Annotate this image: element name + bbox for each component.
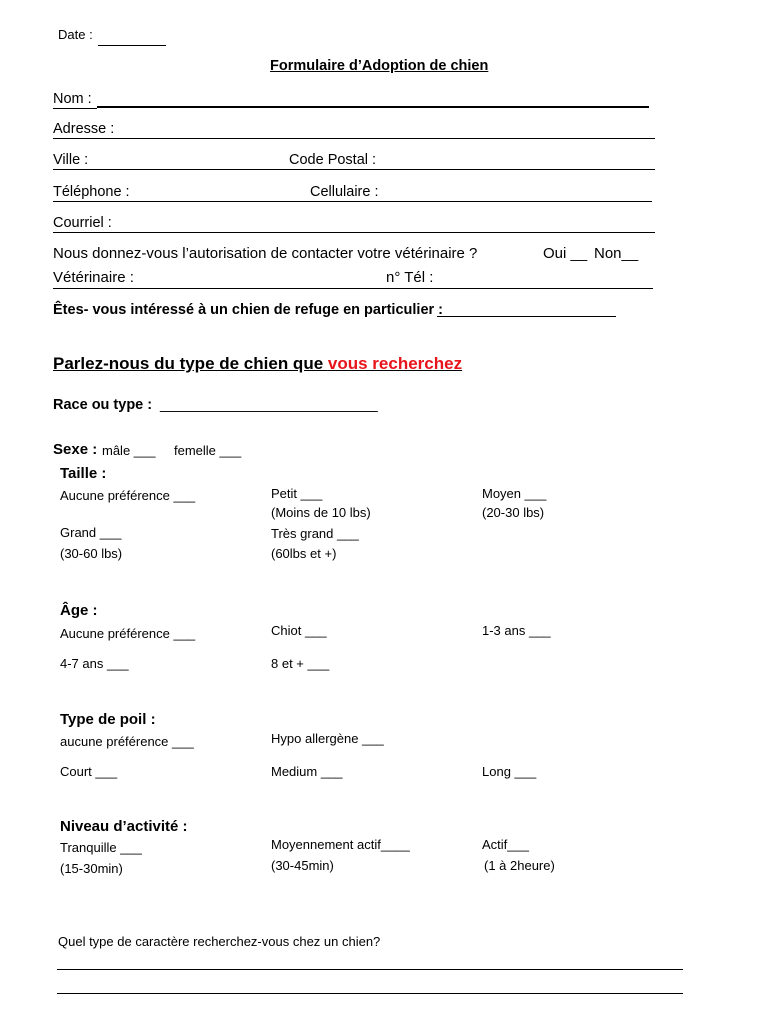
- taille-moyen-note: (20-30 lbs): [482, 505, 545, 520]
- poil-aucune-option[interactable]: aucune préférence ___: [60, 734, 194, 749]
- poil-medium-option[interactable]: Medium ___: [271, 764, 343, 779]
- section-title: [53, 354, 462, 374]
- ville-label: Ville :: [53, 152, 89, 168]
- sexe-male-option[interactable]: mâle ___: [102, 443, 156, 458]
- caractere-answer-line-1[interactable]: [57, 969, 683, 970]
- age-aucune-option[interactable]: Aucune préférence ___: [60, 626, 196, 641]
- sexe-label: Sexe :: [53, 441, 98, 458]
- activite-moyen-option[interactable]: Moyennement actif____: [271, 837, 410, 852]
- courriel-label: Courriel :: [53, 215, 112, 231]
- age-8-plus-option[interactable]: 8 et + ___: [271, 656, 330, 671]
- activite-tranquille-note: (15-30min): [60, 861, 123, 876]
- code-postal-label: Code Postal :: [289, 152, 377, 168]
- date-field[interactable]: [98, 45, 166, 46]
- ville-codepostal-field[interactable]: [53, 169, 655, 170]
- nom-field[interactable]: [97, 106, 649, 108]
- section-title-black: Parlez-nous du type de chien que: [53, 354, 328, 373]
- adresse-label: Adresse :: [53, 121, 115, 137]
- age-heading: Âge :: [60, 602, 98, 619]
- telephone-cellulaire-field[interactable]: [53, 201, 652, 202]
- poil-court-option[interactable]: Court ___: [60, 764, 118, 779]
- vet-non-option[interactable]: Non__: [594, 245, 639, 262]
- adresse-field[interactable]: [53, 138, 655, 139]
- refuge-field[interactable]: [437, 316, 616, 317]
- age-chiot-option[interactable]: Chiot ___: [271, 623, 327, 638]
- caractere-question: Quel type de caractère recherchez-vous chez un chien?: [58, 934, 381, 949]
- poil-heading: Type de poil :: [60, 711, 156, 728]
- sexe-femelle-option[interactable]: femelle ___: [174, 443, 242, 458]
- taille-moyen-option[interactable]: Moyen ___: [482, 486, 547, 501]
- activite-heading: Niveau d’activité :: [60, 818, 188, 835]
- form-title: Formulaire d’Adoption de chien: [270, 58, 489, 74]
- race-label: Race ou type :: [53, 397, 153, 413]
- activite-tranquille-option[interactable]: Tranquille ___: [60, 840, 142, 855]
- section-title-red: vous recherchez: [327, 354, 463, 373]
- nom-label: Nom :: [53, 91, 92, 107]
- poil-long-option[interactable]: Long ___: [482, 764, 537, 779]
- caractere-answer-line-2[interactable]: [57, 993, 683, 994]
- taille-petit-option[interactable]: Petit ___: [271, 486, 323, 501]
- cellulaire-label: Cellulaire :: [310, 184, 379, 200]
- taille-aucune-option[interactable]: Aucune préférence ___: [60, 488, 196, 503]
- vet-permission-question: Nous donnez-vous l’autorisation de contacter votre vétérinaire ?: [53, 245, 478, 262]
- age-1-3-option[interactable]: 1-3 ans ___: [482, 623, 551, 638]
- veterinaire-field[interactable]: [53, 288, 653, 289]
- taille-heading: Taille :: [60, 465, 107, 482]
- poil-hypo-option[interactable]: Hypo allergène ___: [271, 731, 384, 746]
- taille-grand-note: (30-60 lbs): [60, 546, 123, 561]
- taille-tres-grand-note: (60lbs et +): [271, 546, 337, 561]
- refuge-question: Êtes- vous intéressé à un chien de refuge en particulier :: [53, 302, 444, 318]
- vet-tel-label: n° Tél :: [386, 269, 434, 286]
- taille-petit-note: (Moins de 10 lbs): [271, 505, 371, 520]
- taille-grand-option[interactable]: Grand ___: [60, 525, 122, 540]
- veterinaire-label: Vétérinaire :: [53, 269, 134, 286]
- activite-actif-note: (1 à 2heure): [484, 858, 555, 873]
- activite-moyen-note: (30-45min): [271, 858, 334, 873]
- telephone-label: Téléphone :: [53, 184, 130, 200]
- date-label: Date :: [58, 27, 93, 42]
- taille-tres-grand-option[interactable]: Très grand ___: [271, 526, 359, 541]
- age-4-7-option[interactable]: 4-7 ans ___: [60, 656, 129, 671]
- courriel-field[interactable]: [53, 232, 655, 233]
- activite-actif-option[interactable]: Actif___: [482, 837, 529, 852]
- label-underline: [53, 108, 97, 109]
- race-field[interactable]: ___________________________: [160, 397, 378, 413]
- vet-oui-option[interactable]: Oui __: [543, 245, 588, 262]
